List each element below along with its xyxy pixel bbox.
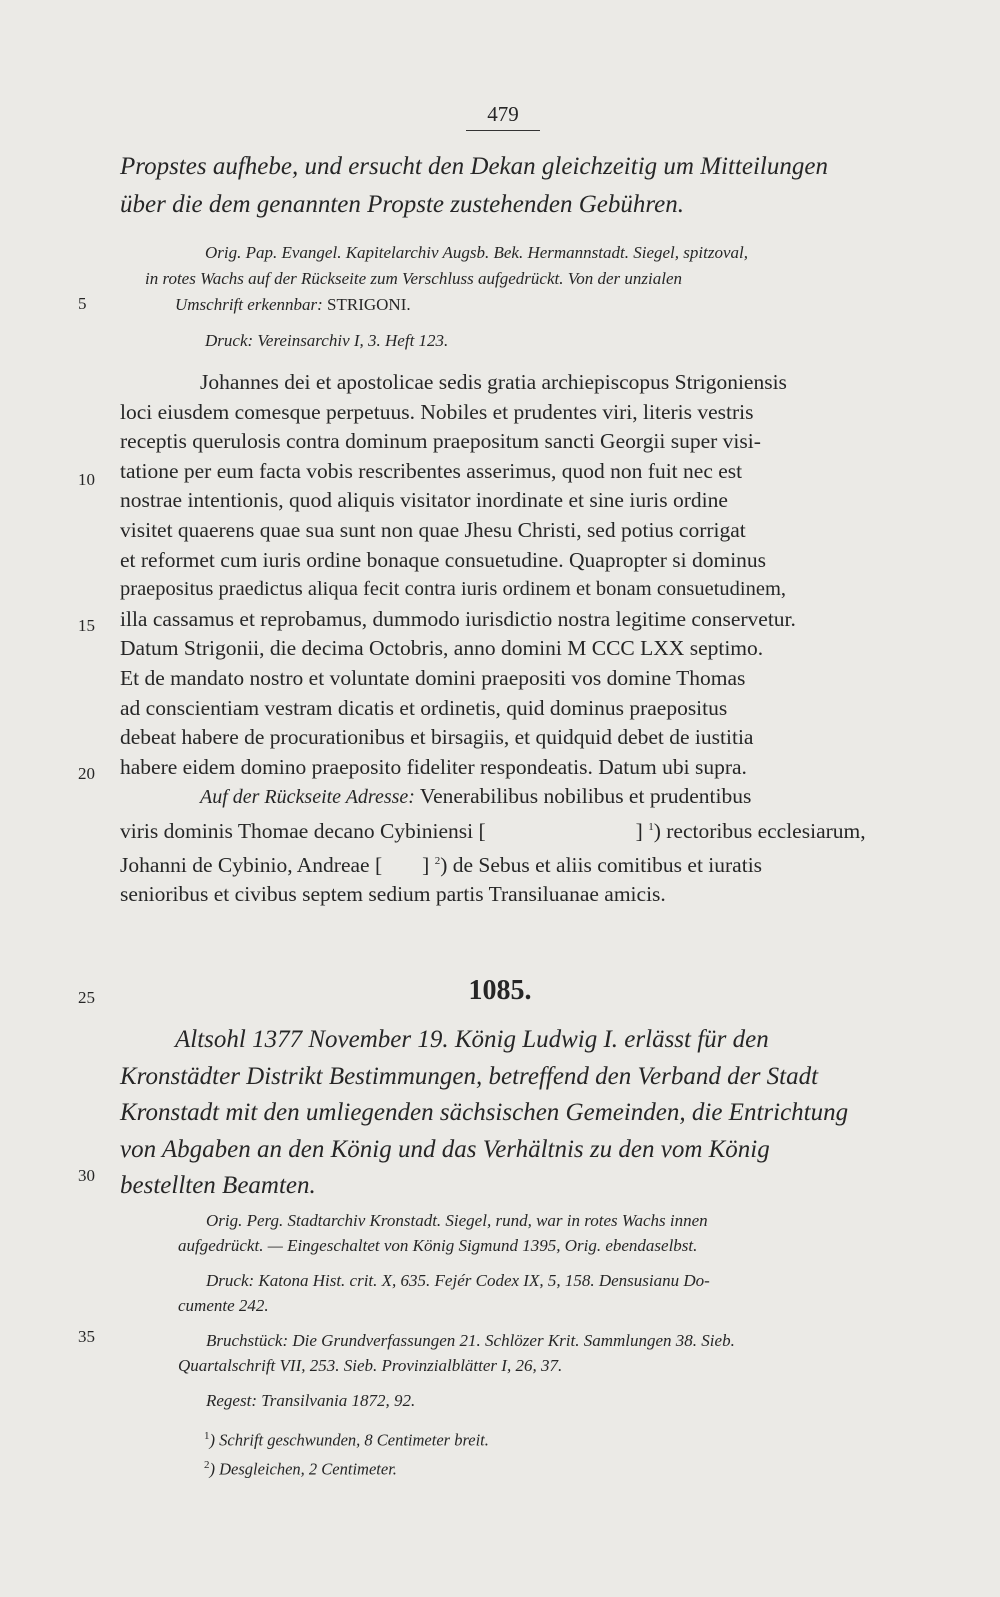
note-line: in rotes Wachs auf der Rückseite zum Verschluss aufgedrückt. Von der unzialen (145, 269, 683, 288)
line-number-10: 10 (78, 470, 95, 489)
address-line (120, 847, 895, 881)
seal-inscription: STRIGONI. (327, 295, 411, 314)
title-line: Kronstadt mit den umliegenden sächsischen Gemeinden, die Entrichtung (120, 1099, 849, 1126)
title-line: bestellten Beamten. (120, 1172, 316, 1199)
address-text: ) rectoribus ecclesiarum, (653, 819, 866, 844)
footnote-mark: 2 (204, 1458, 210, 1471)
note-text: Umschrift erkennbar: (175, 295, 328, 314)
reference-line: Druck: Katona Hist. crit. X, 635. Fejér Codex IX, 5, 158. Densusianu Do- (206, 1271, 710, 1290)
body-line: et reformet cum iuris ordine bonaque consuetudine. Quapropter si dominus (120, 547, 767, 572)
reference-line: aufgedrückt. — Eingeschaltet von König Sigmund 1395, Orig. ebendaselbst. (178, 1236, 698, 1255)
document-title (120, 1022, 895, 1205)
footnotes (204, 1424, 904, 1481)
line-number-35: 35 (78, 1327, 95, 1346)
footnote-mark: 1 (204, 1430, 210, 1442)
address-text: ] (635, 819, 649, 844)
body-line: debeat habere de procurationibus et birsagiis, et quidquid debet de iustitia (120, 725, 754, 750)
original-note (120, 240, 895, 354)
reference-line: cumente 242. (178, 1296, 269, 1315)
footnote (204, 1424, 904, 1453)
address-line (120, 813, 895, 847)
document-number: 1085. (468, 975, 532, 1006)
title-line: Kronstädter Distrikt Bestimmungen, betreffend den Verband der Stadt (120, 1062, 819, 1090)
address-text: ] (422, 852, 435, 877)
body-line: illa cassamus et reprobamus, dummodo iurisdictio nostra legitime conservetur. (120, 606, 796, 631)
line-number-15: 15 (78, 616, 95, 635)
reference-line: Regest: Transilvania 1872, 92. (206, 1391, 416, 1410)
body-line: Johannes dei et apostolicae sedis gratia archiepiscopus Strigoniensis (200, 370, 787, 394)
address-text: Venerabilibus nobilibus et prudentibus (414, 784, 752, 809)
address-label: Auf der Rückseite Adresse: (200, 786, 415, 809)
footnote-text: ) Desgleichen, 2 Centimeter. (209, 1459, 397, 1478)
address-text: viris dominis Thomae decano Cybiniensi [ (120, 819, 486, 844)
address-line (120, 782, 895, 813)
print-note: Druck: Vereinsarchiv I, 3. Heft 123. (205, 331, 449, 350)
intro-text (120, 148, 895, 224)
reference-line: Bruchstück: Die Grundverfassungen 21. Schlözer Krit. Sammlungen 38. Sieb. (206, 1331, 735, 1350)
address-line: senioribus et civibus septem sedium partis Transiluanae amicis. (120, 882, 666, 907)
line-number-25: 25 (78, 988, 95, 1007)
body-line: ad conscientiam vestram dicatis et ordinetis, quid dominus praepositus (120, 695, 728, 720)
document-body (120, 368, 895, 910)
note-line (120, 292, 895, 318)
reference-line: Orig. Perg. Stadtarchiv Kronstadt. Siegel, rund, war in rotes Wachs innen (206, 1211, 708, 1230)
body-line: Et de mandato nostro et voluntate domini praepositi vos domine Thomas (120, 665, 746, 690)
note-line: Orig. Pap. Evangel. Kapitelarchiv Augsb. Bek. Hermannstadt. Siegel, spitzoval, (205, 243, 748, 262)
footnote-ref: 2 (434, 854, 441, 867)
body-line: visitet quaerens quae sua sunt non quae Jhesu Christi, sed potius corrigat (120, 517, 746, 542)
body-line: Datum Strigonii, die decima Octobris, anno domini M CCC LXX septimo. (120, 636, 764, 661)
address-text: Johanni de Cybinio, Andreae [ (120, 852, 383, 877)
line-number-30: 30 (78, 1166, 95, 1185)
references (178, 1208, 893, 1413)
body-line: habere eidem domino praeposito fideliter respondeatis. Datum ubi supra. (120, 754, 747, 779)
page-number: 479 (466, 102, 540, 131)
intro-line: über die dem genannten Propste zustehenden Gebühren. (120, 191, 684, 218)
footnote-text: ) Schrift geschwunden, 8 Centimeter breit. (209, 1430, 489, 1450)
body-line: tatione per eum facta vobis rescribentes asserimus, quod non fuit nec est (120, 458, 743, 483)
reference-line: Quartalschrift VII, 253. Sieb. Provinzialblätter I, 26, 37. (178, 1356, 563, 1375)
intro-line: Propstes aufhebe, und ersucht den Dekan gleichzeitig um Mitteilungen (120, 153, 828, 180)
line-number-5: 5 (78, 294, 87, 313)
footnote (204, 1453, 904, 1482)
footnote-ref: 1 (648, 820, 654, 833)
line-number-20: 20 (78, 764, 95, 783)
title-line: von Abgaben an den König und das Verhältnis zu den vom König (120, 1135, 770, 1163)
body-line: nostrae intentionis, quod aliquis visitator inordinate et sine iuris ordine (120, 488, 728, 513)
address-text: ) de Sebus et aliis comitibus et iuratis (440, 852, 763, 877)
title-line: Altsohl 1377 November 19. König Ludwig I. erlässt für den (175, 1026, 769, 1053)
body-line: receptis querulosis contra dominum praepositum sancti Georgii super visi- (120, 429, 761, 454)
body-line: praepositus praedictus aliqua fecit contra iuris ordinem et bonam consuetudinem, (120, 578, 787, 601)
body-line: loci eiusdem comesque perpetuus. Nobiles et prudentes viri, literis vestris (120, 399, 754, 424)
